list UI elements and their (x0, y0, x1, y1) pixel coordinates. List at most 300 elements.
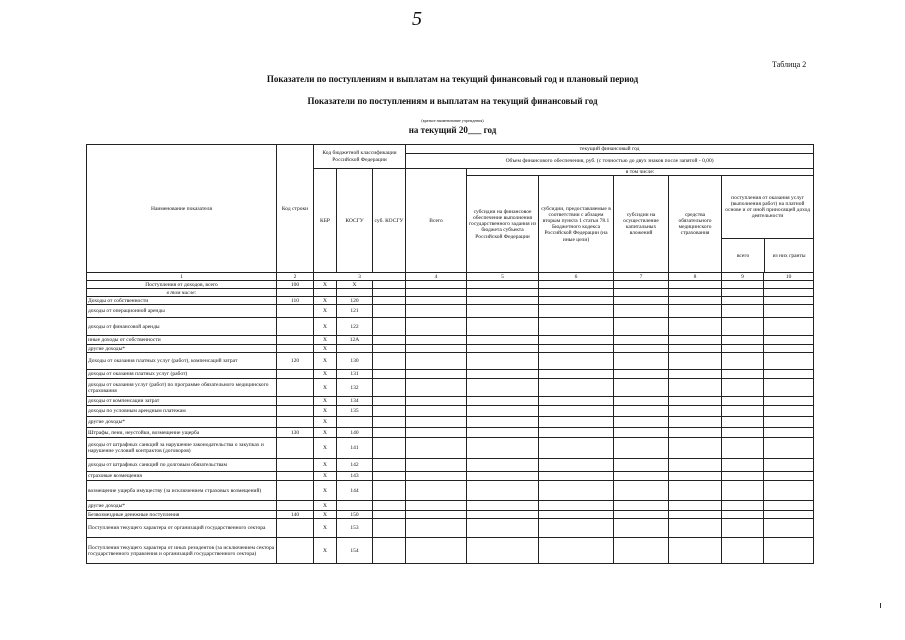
header-kbr: КБР (314, 169, 337, 273)
row-kbr: X (314, 428, 337, 438)
value-cell (614, 305, 669, 318)
table-row (87, 281, 814, 289)
value-cell (669, 538, 722, 564)
value-cell (539, 370, 614, 379)
row-code (277, 345, 314, 353)
value-cell (722, 501, 764, 511)
row-code (277, 318, 314, 336)
value-cell (669, 428, 722, 438)
value-cell (764, 472, 814, 481)
header-col910-cell (722, 176, 814, 273)
row-indicator-name: Поступления от доходов, всего (87, 281, 277, 289)
value-cell (722, 305, 764, 318)
value-cell (406, 353, 467, 370)
row-kosgu: 122 (337, 318, 373, 336)
value-cell (539, 459, 614, 472)
value-cell (406, 472, 467, 481)
row-kbr: X (314, 370, 337, 379)
institution-note: (краткое наименование учреждения) (421, 118, 484, 123)
row-code (277, 501, 314, 511)
value-cell (669, 481, 722, 501)
row-indicator-name: другие доходы* (87, 501, 277, 511)
value-cell (764, 428, 814, 438)
row-indicator-name: доходы от компенсации затрат (87, 397, 277, 406)
value-cell (406, 289, 467, 297)
table-row (87, 305, 814, 318)
row-kosgu: 132 (337, 379, 373, 397)
value-cell (373, 406, 406, 417)
value-cell (614, 472, 669, 481)
row-kosgu: 121 (337, 305, 373, 318)
value-cell (614, 336, 669, 345)
value-cell (614, 511, 669, 519)
table-row (87, 459, 814, 472)
value-cell (539, 472, 614, 481)
row-kbr: X (314, 511, 337, 519)
header-kosgu: КОСГУ (337, 169, 373, 273)
value-cell (722, 370, 764, 379)
row-indicator-name: доходы от оказания услуг (работ) по программе обязательного медицинского страхования (87, 379, 277, 397)
value-cell (467, 511, 539, 519)
indicators-table (86, 144, 814, 564)
row-indicator-name: иные доходы от собственности (87, 336, 277, 345)
value-cell (722, 353, 764, 370)
value-cell (373, 281, 406, 289)
column-number: 4 (406, 273, 467, 281)
value-cell (467, 459, 539, 472)
value-cell (467, 417, 539, 428)
row-kbr: X (314, 336, 337, 345)
value-cell (669, 289, 722, 297)
value-cell (373, 511, 406, 519)
value-cell (764, 438, 814, 459)
value-cell (614, 538, 669, 564)
table-row (87, 481, 814, 501)
value-cell (669, 438, 722, 459)
row-code (277, 379, 314, 397)
value-cell (722, 318, 764, 336)
row-kbr: X (314, 481, 337, 501)
value-cell (669, 472, 722, 481)
row-code (277, 305, 314, 318)
header-budget-class: Код бюджетной классификации Российской Федерации (314, 145, 406, 169)
value-cell (669, 281, 722, 289)
header-row-code: Код строки (277, 145, 314, 273)
row-kbr: X (314, 501, 337, 511)
table-row (87, 345, 814, 353)
row-indicator-name: Безвозмездные денежные поступления (87, 511, 277, 519)
row-code (277, 289, 314, 297)
value-cell (373, 353, 406, 370)
row-kosgu (337, 501, 373, 511)
row-kbr: X (314, 297, 337, 305)
table-row (87, 417, 814, 428)
value-cell (373, 336, 406, 345)
row-kosgu: 12A (337, 336, 373, 345)
value-cell (406, 511, 467, 519)
value-cell (406, 538, 467, 564)
value-cell (722, 379, 764, 397)
value-cell (467, 305, 539, 318)
value-cell (406, 345, 467, 353)
value-cell (467, 397, 539, 406)
row-indicator-name: доходы от финансовой аренды (87, 318, 277, 336)
row-indicator-name: другие доходы* (87, 345, 277, 353)
value-cell (467, 370, 539, 379)
value-cell (539, 289, 614, 297)
value-cell (764, 297, 814, 305)
header-col5: субсидии на финансовое обеспечение выполнения государственного задания из бюджета субъекта Российской Федерации (467, 176, 539, 273)
row-code (277, 397, 314, 406)
value-cell (669, 353, 722, 370)
value-cell (406, 417, 467, 428)
row-indicator-name: доходы от штрафных санкций за нарушение законодательства о закупках и нарушение условий контрактов (договоров) (87, 438, 277, 459)
table-row (87, 397, 814, 406)
value-cell (467, 538, 539, 564)
value-cell (539, 353, 614, 370)
value-cell (722, 538, 764, 564)
row-indicator-name: доходы по условным арендным платежам (87, 406, 277, 417)
column-numbers-row (87, 273, 814, 281)
value-cell (614, 353, 669, 370)
value-cell (406, 281, 467, 289)
value-cell (467, 501, 539, 511)
value-cell (722, 438, 764, 459)
value-cell (722, 428, 764, 438)
value-cell (764, 406, 814, 417)
value-cell (406, 501, 467, 511)
value-cell (539, 281, 614, 289)
value-cell (373, 379, 406, 397)
row-kosgu: 134 (337, 397, 373, 406)
row-kbr: X (314, 379, 337, 397)
value-cell (467, 281, 539, 289)
value-cell (722, 417, 764, 428)
row-kosgu: 140 (337, 428, 373, 438)
table-row (87, 428, 814, 438)
row-kosgu: 153 (337, 519, 373, 538)
row-indicator-name: доходы от оказания платных услуг (работ) (87, 370, 277, 379)
value-cell (539, 336, 614, 345)
header-col9: всего (722, 239, 765, 272)
table-row (87, 501, 814, 511)
value-cell (467, 289, 539, 297)
value-cell (373, 459, 406, 472)
row-code: 110 (277, 297, 314, 305)
column-number: 8 (669, 273, 722, 281)
row-kbr: X (314, 353, 337, 370)
table-row (87, 297, 814, 305)
row-indicator-name: Доходы от оказания платных услуг (работ), компенсаций затрат (87, 353, 277, 370)
column-number: 3 (314, 273, 406, 281)
row-code: 140 (277, 511, 314, 519)
value-cell (373, 417, 406, 428)
value-cell (373, 428, 406, 438)
row-kosgu: 135 (337, 406, 373, 417)
value-cell (722, 397, 764, 406)
value-cell (406, 519, 467, 538)
value-cell (373, 297, 406, 305)
value-cell (764, 538, 814, 564)
value-cell (669, 417, 722, 428)
value-cell (373, 318, 406, 336)
value-cell (467, 336, 539, 345)
row-code (277, 336, 314, 345)
value-cell (764, 501, 814, 511)
value-cell (764, 345, 814, 353)
row-code (277, 406, 314, 417)
value-cell (764, 281, 814, 289)
value-cell (722, 345, 764, 353)
value-cell (539, 428, 614, 438)
value-cell (406, 336, 467, 345)
value-cell (614, 406, 669, 417)
value-cell (373, 501, 406, 511)
value-cell (614, 459, 669, 472)
scan-mark (880, 603, 881, 608)
value-cell (669, 519, 722, 538)
value-cell (764, 481, 814, 501)
header-current-year: текущий финансовый год (406, 145, 814, 154)
table-row (87, 336, 814, 345)
value-cell (373, 519, 406, 538)
header-including: в том числе: (467, 169, 814, 176)
value-cell (373, 481, 406, 501)
value-cell (467, 379, 539, 397)
header-col7: субсидии на осуществление капитальных вложений (614, 176, 669, 273)
table-row (87, 519, 814, 538)
header-name: Наименование показателя (87, 145, 277, 273)
row-kosgu: 150 (337, 511, 373, 519)
value-cell (764, 417, 814, 428)
value-cell (539, 417, 614, 428)
value-cell (614, 281, 669, 289)
value-cell (406, 438, 467, 459)
value-cell (539, 511, 614, 519)
value-cell (467, 345, 539, 353)
value-cell (764, 370, 814, 379)
row-kbr: X (314, 519, 337, 538)
value-cell (722, 511, 764, 519)
value-cell (722, 336, 764, 345)
value-cell (373, 289, 406, 297)
value-cell (764, 318, 814, 336)
value-cell (406, 397, 467, 406)
row-kosgu: 141 (337, 438, 373, 459)
column-number: 9 (722, 273, 764, 281)
table-row (87, 538, 814, 564)
header-sub-kosgu: суб. КОСГУ (373, 169, 406, 273)
row-indicator-name: Поступления текущего характера от организаций государственного сектора (87, 519, 277, 538)
page-number: 5 (412, 8, 422, 30)
value-cell (373, 370, 406, 379)
value-cell (669, 345, 722, 353)
value-cell (764, 459, 814, 472)
value-cell (669, 305, 722, 318)
value-cell (669, 397, 722, 406)
row-indicator-name: возмещение ущерба имуществу (за исключением страховых возмещений) (87, 481, 277, 501)
row-indicator-name: в том числе: (87, 289, 277, 297)
row-kosgu (337, 289, 373, 297)
value-cell (539, 501, 614, 511)
value-cell (669, 297, 722, 305)
main-title: Показатели по поступлениям и выплатам на текущий финансовый год и плановый период (266, 74, 639, 84)
table-row (87, 511, 814, 519)
row-kosgu: X (337, 281, 373, 289)
row-kbr: X (314, 345, 337, 353)
row-indicator-name: другие доходы* (87, 417, 277, 428)
value-cell (614, 428, 669, 438)
row-indicator-name: страховые возмещения (87, 472, 277, 481)
value-cell (722, 481, 764, 501)
row-code (277, 538, 314, 564)
value-cell (373, 438, 406, 459)
table-row (87, 318, 814, 336)
row-kbr: X (314, 397, 337, 406)
value-cell (669, 459, 722, 472)
value-cell (722, 406, 764, 417)
row-kbr: X (314, 438, 337, 459)
row-code (277, 417, 314, 428)
value-cell (467, 428, 539, 438)
row-code: 120 (277, 353, 314, 370)
row-code (277, 472, 314, 481)
row-indicator-name: Штрафы, пени, неустойки, возмещение ущерба (87, 428, 277, 438)
header-col6: субсидии, предоставляемые в соответствии с абзацем вторым пункта 1 статьи 78.1 Бюджетного кодекса Российской Федерации (на иные цели) (539, 176, 614, 273)
value-cell (373, 345, 406, 353)
value-cell (614, 481, 669, 501)
table-body (87, 273, 814, 564)
value-cell (614, 318, 669, 336)
row-kbr: X (314, 538, 337, 564)
value-cell (406, 406, 467, 417)
value-cell (669, 336, 722, 345)
row-kosgu: 143 (337, 472, 373, 481)
row-kbr: X (314, 318, 337, 336)
value-cell (764, 353, 814, 370)
value-cell (406, 459, 467, 472)
row-code (277, 519, 314, 538)
value-cell (614, 501, 669, 511)
value-cell (539, 538, 614, 564)
row-indicator-name: доходы от операционной аренды (87, 305, 277, 318)
value-cell (764, 305, 814, 318)
year-line: на текущий 20___ год (408, 125, 497, 135)
value-cell (406, 370, 467, 379)
value-cell (406, 481, 467, 501)
value-cell (539, 397, 614, 406)
value-cell (539, 379, 614, 397)
value-cell (406, 305, 467, 318)
column-number: 2 (277, 273, 314, 281)
value-cell (467, 472, 539, 481)
value-cell (722, 459, 764, 472)
table-row (87, 370, 814, 379)
value-cell (764, 379, 814, 397)
value-cell (614, 379, 669, 397)
value-cell (614, 519, 669, 538)
column-number: 7 (614, 273, 669, 281)
value-cell (539, 318, 614, 336)
value-cell (722, 289, 764, 297)
header-total: Всего (406, 169, 467, 273)
row-indicator-name: доходы от штрафных санкций по долговым обязательствам (87, 459, 277, 472)
row-kbr: X (314, 281, 337, 289)
header-col8: средства обязательного медицинского страхования (669, 176, 722, 273)
value-cell (406, 318, 467, 336)
row-kosgu: 131 (337, 370, 373, 379)
value-cell (614, 438, 669, 459)
row-kosgu: 120 (337, 297, 373, 305)
header-funding-volume: Объем финансового обеспечения, руб. (с точностью до двух знаков после запятой - 0,00) (406, 154, 814, 169)
value-cell (722, 281, 764, 289)
value-cell (764, 511, 814, 519)
value-cell (373, 538, 406, 564)
row-indicator-name: Поступления текущего характера от иных резидентов (за исключением сектора государственного управления и организаций государственного сектора) (87, 538, 277, 564)
column-number: 5 (467, 273, 539, 281)
value-cell (669, 511, 722, 519)
value-cell (764, 397, 814, 406)
row-kbr: X (314, 417, 337, 428)
value-cell (614, 397, 669, 406)
header-col10: из них гранты (772, 252, 806, 259)
row-kosgu (337, 345, 373, 353)
row-code (277, 370, 314, 379)
value-cell (373, 397, 406, 406)
value-cell (373, 472, 406, 481)
table-row (87, 379, 814, 397)
row-kosgu: 144 (337, 481, 373, 501)
row-kbr (314, 289, 337, 297)
value-cell (669, 501, 722, 511)
value-cell (669, 406, 722, 417)
row-kbr: X (314, 459, 337, 472)
value-cell (539, 438, 614, 459)
value-cell (764, 289, 814, 297)
row-code: 100 (277, 281, 314, 289)
table-row (87, 289, 814, 297)
row-code (277, 438, 314, 459)
table-label: Таблица 2 (772, 60, 807, 69)
value-cell (614, 370, 669, 379)
row-indicator-name: Доходы от собственности (87, 297, 277, 305)
row-code: 130 (277, 428, 314, 438)
value-cell (722, 472, 764, 481)
value-cell (467, 318, 539, 336)
value-cell (467, 297, 539, 305)
column-number: 6 (539, 273, 614, 281)
row-kbr: X (314, 305, 337, 318)
value-cell (467, 438, 539, 459)
value-cell (539, 406, 614, 417)
value-cell (764, 519, 814, 538)
row-kosgu: 130 (337, 353, 373, 370)
row-kbr: X (314, 472, 337, 481)
value-cell (764, 336, 814, 345)
current-year-title: Показатели по поступлениям и выплатам на текущий финансовый год (307, 96, 598, 106)
value-cell (373, 305, 406, 318)
value-cell (467, 481, 539, 501)
value-cell (539, 481, 614, 501)
row-kosgu: 142 (337, 459, 373, 472)
value-cell (539, 519, 614, 538)
row-kbr: X (314, 406, 337, 417)
row-kosgu: 154 (337, 538, 373, 564)
row-code (277, 459, 314, 472)
value-cell (669, 379, 722, 397)
value-cell (406, 428, 467, 438)
value-cell (467, 406, 539, 417)
